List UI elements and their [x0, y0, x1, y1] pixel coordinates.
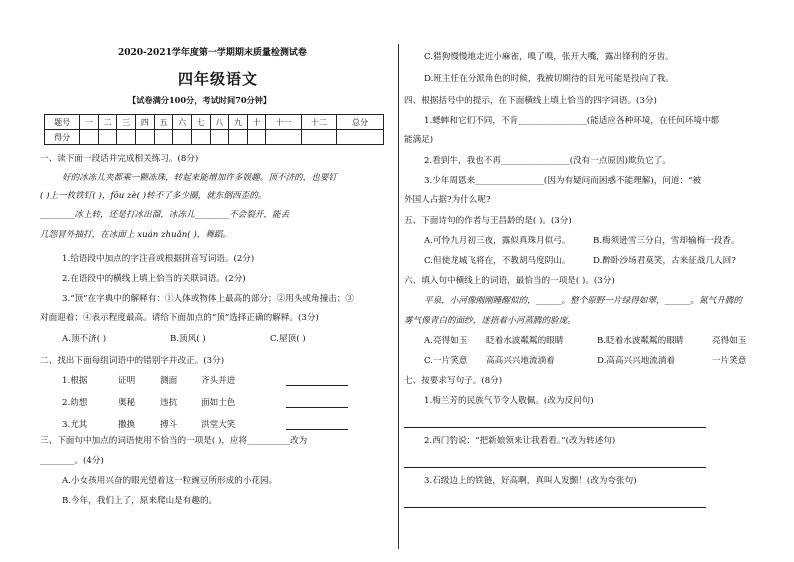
question-2-heading: 二、找出下面每组词语中的错别字并改正。(3分) — [40, 356, 225, 366]
table-cell: 八 — [210, 115, 229, 130]
question-1-heading: 一、读下面一段话并完成相关练习。(8分) — [40, 154, 199, 164]
passage-line: ________冰上转，还是打冰出溜，冰冻儿________不会裂开，能丢 — [40, 210, 290, 220]
option-b[interactable]: B.眨着水波粼粼的眼睛 — [597, 336, 684, 346]
score-input-cell[interactable] — [266, 130, 301, 145]
score-input-cell[interactable] — [247, 130, 266, 145]
table-cell: 一 — [80, 115, 99, 130]
subquestion-continued: 外国人占据?为什么呢? — [404, 195, 491, 205]
exam-info: 【试卷满分100分，考试时间70分钟】 — [128, 95, 272, 105]
subquestion: 3.少年周恩来________________(因为有疑问而困惑不能理解)，问道：“被 — [424, 176, 702, 186]
table-cell: 总分 — [337, 115, 384, 130]
word-group-item: 违抗 — [160, 398, 178, 408]
subquestion: 1.梅兰芳的民族气节令人敬佩。(改为反问句) — [424, 396, 594, 406]
score-input-cell[interactable] — [117, 130, 136, 145]
subquestion: 1.给语段中加点的字注音或根据拼音写词语。(2分) — [62, 254, 255, 264]
answer-blank[interactable] — [286, 429, 348, 430]
option-c-part: 高高兴兴地流淌着 — [486, 356, 555, 366]
score-table-header-row — [45, 115, 384, 130]
table-cell: 七 — [191, 115, 210, 130]
option-b[interactable]: B.梅须逊雪三分白，雪却输梅一段香。 — [593, 236, 740, 246]
word-group-item: 洪堂大笑 — [201, 420, 236, 430]
option-b[interactable]: B.顶风( ) — [170, 334, 206, 344]
word-group-item: 奥秘 — [118, 398, 136, 408]
score-input-cell[interactable] — [337, 130, 384, 145]
table-cell: 十 — [247, 115, 266, 130]
word-group-item: 测面 — [160, 376, 178, 386]
passage-line: 几怨冒外抽打，在冰面上 xuán zhuǎn( )，舞蹈。 — [40, 230, 232, 240]
word-group-item: 3.尤其 — [62, 420, 88, 430]
answer-blank[interactable] — [286, 407, 348, 408]
option-a[interactable]: A.可怜九月初三夜，露似真珠月似弓。 — [424, 236, 571, 246]
table-cell: 九 — [229, 115, 248, 130]
option-d[interactable]: D.醉卧沙场君莫笑，古来征战几人回? — [593, 256, 736, 266]
subquestion: 对面迎着；④表示程度最高。请给下面加点的“顶”选择正确的解释。(3分) — [40, 313, 319, 323]
score-input-cell[interactable] — [191, 130, 210, 145]
option-b-part: 亮得如玉 — [712, 336, 747, 346]
table-cell: 四 — [136, 115, 155, 130]
subject-title: 四年级语文 — [178, 70, 259, 88]
subquestion: 3.“顶”在字典中的解释有：①人体或物体上最高的部分；②用头或角撞击；③ — [62, 294, 354, 304]
option-b[interactable]: B.今年，我们上了，原来爬山是有趣的。 — [62, 496, 218, 506]
score-input-cell[interactable] — [154, 130, 173, 145]
option-a[interactable]: A.小女孩用兴奋的眼光望着这一粒豌豆所形成的小花园。 — [62, 476, 278, 486]
table-cell: 二 — [98, 115, 117, 130]
score-input-cell[interactable] — [98, 130, 117, 145]
subquestion-continued: 能满足) — [404, 135, 434, 145]
table-cell: 六 — [173, 115, 192, 130]
option-c[interactable]: C.猎狗慢慢地走近小麻雀，嗅了嗅，张开大嘴，露出锋利的牙齿。 — [424, 52, 674, 62]
option-c[interactable]: C.一片笑意 — [424, 356, 468, 366]
score-input-cell[interactable] — [80, 130, 99, 145]
option-d-part: 一片笑意 — [712, 356, 747, 366]
score-input-cell[interactable] — [173, 130, 192, 145]
word-group-item: 搏斗 — [160, 420, 178, 430]
table-cell: 得分 — [45, 130, 80, 145]
score-input-cell[interactable] — [229, 130, 248, 145]
subquestion: 1.蟋蟀和它们不同，不肯________________(能适应各种环境，在任何环境中都 — [424, 116, 720, 126]
question-4-heading: 四、根据括号中的提示，在下面横线上填上恰当的四字词语。(3分) — [404, 96, 657, 106]
option-d[interactable]: D.班主任在分派角色的时候，我被切期待的目光可能是投向了我。 — [424, 74, 674, 84]
score-input-cell[interactable] — [301, 130, 336, 145]
option-a[interactable]: A.顶不济( ) — [62, 334, 107, 344]
passage-line: ( )上一枚铁钉( )，fōu zè( )转不了多少圈，就东倒西歪的。 — [40, 191, 267, 201]
option-a[interactable]: A.亮得如玉 — [424, 336, 468, 346]
exam-title: 2020-2021学年度第一学期期末质量检测试卷 — [118, 48, 307, 58]
option-c[interactable]: C.但使龙城飞将在，不教胡马度阴山。 — [424, 256, 571, 266]
answer-blank[interactable] — [286, 385, 348, 386]
word-group-item: 面如土色 — [201, 398, 236, 408]
score-input-cell[interactable] — [136, 130, 155, 145]
subquestion: 2.在语段中的横线上填上恰当的关联词语。(2分) — [62, 274, 246, 284]
column-divider — [398, 44, 399, 549]
answer-line[interactable] — [404, 467, 706, 468]
option-a-part: 眨着水波粼粼的眼睛 — [486, 336, 564, 346]
question-6-heading: 六、填入句中横线上的词语，最恰当的一项是( )。(3分) — [404, 276, 615, 286]
word-group-item: 1.根据 — [62, 376, 88, 386]
question-5-heading: 五、下面诗句的作者与王昌龄的是( )。(3分) — [404, 216, 572, 226]
word-group-item: 齐头并进 — [201, 376, 236, 386]
score-table-score-row — [45, 130, 384, 145]
subquestion: 3.石级边上的铁链，好高啊，真叫人发颤！(改为夸张句) — [424, 476, 637, 486]
option-d[interactable]: D.高高兴兴地流淌着 — [597, 356, 676, 366]
table-cell: 三 — [117, 115, 136, 130]
option-c[interactable]: C.屋顶( ) — [270, 334, 306, 344]
question-3-continued: ________。(4分) — [40, 456, 104, 466]
score-input-cell[interactable] — [210, 130, 229, 145]
passage-line: 好的冰冻儿夹都乘一颗冻珠，转起来能增加许多娱趣。顶不济的，也要钉 — [62, 173, 338, 183]
table-cell: 题号 — [45, 115, 80, 130]
table-cell: 十一 — [266, 115, 301, 130]
subquestion: 2.看到牛，我也不再________________(没有一点原因)欺负它了。 — [424, 156, 671, 166]
question-3-heading: 三、下面句中加点的词语使用不恰当的一项是( )，应将__________改为 — [40, 436, 308, 446]
answer-line[interactable] — [404, 427, 706, 428]
question-7-heading: 七、按要求写句子。(8分) — [404, 376, 503, 386]
table-cell: 十二 — [301, 115, 336, 130]
word-group-item: 证明 — [118, 376, 136, 386]
score-table — [44, 114, 384, 145]
passage-line: 雾气像青白的面纱，迷捂着小河蒸腾的脸庞。 — [404, 316, 576, 326]
word-group-item: 撒换 — [118, 420, 136, 430]
passage-line: 平泉，小河像刚刚睡醒似的，______。整个原野一片绿得如翠，______。氮气升腾的 — [424, 296, 742, 306]
answer-line[interactable] — [404, 507, 706, 508]
word-group-item: 2.幼想 — [62, 398, 88, 408]
subquestion: 2.西门豹说：“把新娘领来让我看看。”(改为转述句) — [424, 436, 616, 446]
table-cell: 五 — [154, 115, 173, 130]
